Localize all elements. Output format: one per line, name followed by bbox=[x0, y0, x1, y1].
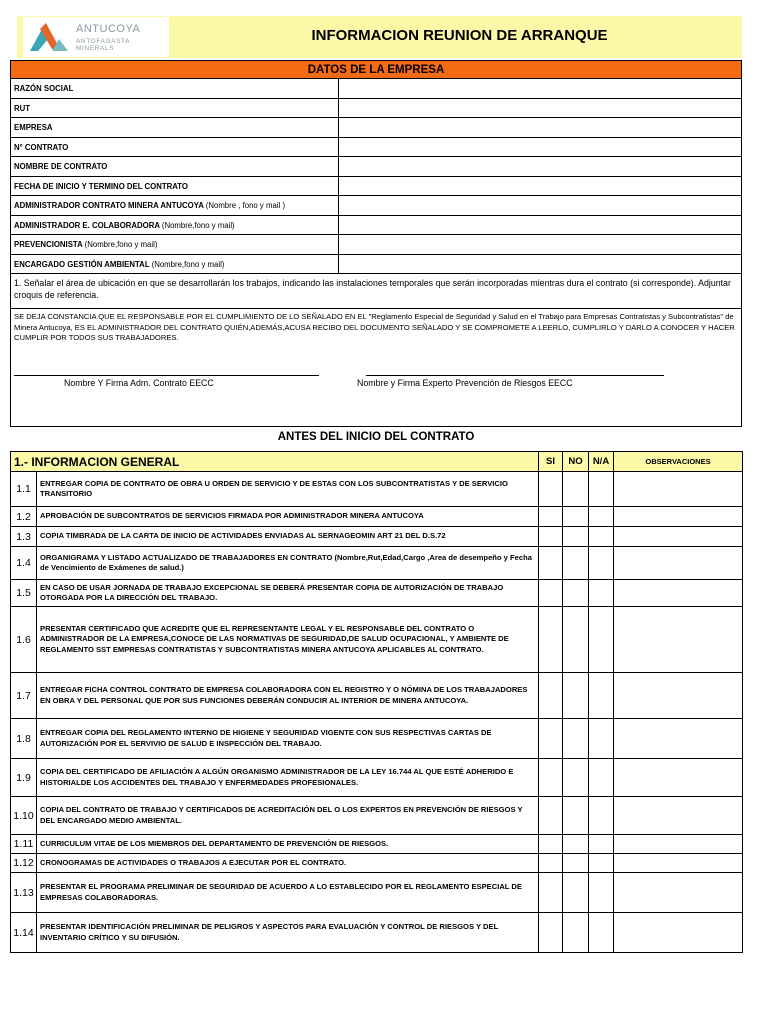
column-no: NO bbox=[563, 452, 589, 472]
table-row bbox=[11, 472, 743, 507]
field-label-text: ADMINISTRADOR CONTRATO MINERA ANTUCOYA bbox=[14, 201, 204, 210]
field-value-cell[interactable] bbox=[339, 196, 741, 215]
check-si-cell[interactable] bbox=[539, 527, 563, 547]
field-value-cell[interactable] bbox=[339, 79, 741, 98]
table-row bbox=[11, 759, 743, 797]
antucoya-logo-icon bbox=[26, 21, 72, 53]
item-number: 1.2 bbox=[11, 507, 37, 527]
check-no-cell[interactable] bbox=[563, 835, 589, 854]
table-row bbox=[11, 873, 743, 913]
item-text: PRESENTAR CERTIFICADO QUE ACREDITE QUE EL REPRESENTANTE LEGAL Y EL RESPONSABLE DEL CONTRATO O ADMINISTRADOR DE LA EMPRESA,CONOCE DE LAS NORMATIVAS DE SEGURIDAD,DE SALUD OCUPACIONAL, Y AMBIENTE DE REGLAMENTO SST EMPRESAS CONTRATISTAS Y SUBCONTRATISTAS MINERA ANTUCOYA APLICABLES AL CONTRATO. bbox=[37, 607, 539, 673]
table-header-row bbox=[11, 452, 743, 472]
check-na-cell[interactable] bbox=[589, 719, 614, 759]
check-si-cell[interactable] bbox=[539, 759, 563, 797]
field-label-text: EMPRESA bbox=[14, 123, 53, 132]
item-number: 1.12 bbox=[11, 854, 37, 873]
item-number: 1.14 bbox=[11, 913, 37, 953]
item-text: APROBACIÓN DE SUBCONTRATOS DE SERVICIOS FIRMADA POR ADMINISTRADOR MINERA ANTUCOYA bbox=[37, 507, 539, 527]
field-value-cell[interactable] bbox=[339, 235, 741, 254]
check-na-cell[interactable] bbox=[589, 673, 614, 719]
item-text: EN CASO DE USAR JORNADA DE TRABAJO EXCEPCIONAL SE DEBERÁ PRESENTAR COPIA DE AUTORIZACIÓN DE TRABAJO OTORGADA POR LA DIRECCIÓN DEL TRABAJO. bbox=[37, 580, 539, 607]
check-na-cell[interactable] bbox=[589, 547, 614, 580]
check-na-cell[interactable] bbox=[589, 472, 614, 507]
field-value-cell[interactable] bbox=[339, 157, 741, 176]
check-na-cell[interactable] bbox=[589, 507, 614, 527]
item-number: 1.6 bbox=[11, 607, 37, 673]
item-number: 1.13 bbox=[11, 873, 37, 913]
item-number: 1.8 bbox=[11, 719, 37, 759]
company-data-band: DATOS DE LA EMPRESA bbox=[11, 61, 741, 79]
table-row bbox=[11, 719, 743, 759]
item-text: COPIA TIMBRADA DE LA CARTA DE INICIO DE ACTIVIDADES ENVIADAS AL SERNAGEOMIN ART 21 DEL D.S.72 bbox=[37, 527, 539, 547]
check-no-cell[interactable] bbox=[563, 913, 589, 953]
company-data-section bbox=[10, 60, 742, 427]
table-row bbox=[11, 835, 743, 854]
field-label bbox=[11, 157, 339, 176]
field-label bbox=[11, 196, 339, 215]
item-text: CURRICULUM VITAE DE LOS MIEMBROS DEL DEPARTAMENTO DE PREVENCIÓN DE RIESGOS. bbox=[37, 835, 539, 854]
field-row bbox=[11, 157, 741, 177]
logo-brand-text: ANTUCOYA bbox=[76, 23, 141, 35]
field-row bbox=[11, 177, 741, 197]
column-observaciones: OBSERVACIONES bbox=[614, 452, 743, 472]
field-value-cell[interactable] bbox=[339, 216, 741, 235]
check-na-cell[interactable] bbox=[589, 607, 614, 673]
field-label bbox=[11, 79, 339, 98]
group-title: 1.- INFORMACION GENERAL bbox=[11, 452, 539, 472]
item-number: 1.5 bbox=[11, 580, 37, 607]
table-row bbox=[11, 580, 743, 607]
check-si-cell[interactable] bbox=[539, 797, 563, 835]
item-text: CRONOGRAMAS DE ACTIVIDADES O TRABAJOS A EJECUTAR POR EL CONTRATO. bbox=[37, 854, 539, 873]
field-value-cell[interactable] bbox=[339, 99, 741, 118]
item-text: PRESENTAR IDENTIFICACIÓN PRELIMINAR DE PELIGROS Y ASPECTOS PARA EVALUACIÓN Y CONTROL DE RIESGOS Y DEL INVENTARIO CRÍTICO Y SU DIFUSIÓN. bbox=[37, 913, 539, 953]
page-title: INFORMACION REUNION DE ARRANQUE bbox=[311, 27, 608, 44]
field-row bbox=[11, 255, 741, 275]
observations-cell[interactable] bbox=[614, 580, 743, 607]
field-label bbox=[11, 118, 339, 137]
observations-cell[interactable] bbox=[614, 547, 743, 580]
table-row bbox=[11, 527, 743, 547]
observations-cell[interactable] bbox=[614, 759, 743, 797]
item-text: ENTREGAR COPIA DEL REGLAMENTO INTERNO DE HIGIENE Y SEGURIDAD VIGENTE CON SUS RESPECTIVAS CARTAS DE AUTORIZACIÓN POR EL SERVIVIO DE SALUD E INSPECCIÓN DEL TRABAJO. bbox=[37, 719, 539, 759]
signature-caption-right: Nombre y Firma Experto Prevención de Riesgos EECC bbox=[357, 377, 573, 388]
field-label-detail: (Nombre,fono y mail) bbox=[84, 240, 158, 249]
field-row bbox=[11, 216, 741, 236]
item-number: 1.11 bbox=[11, 835, 37, 854]
item-number: 1.3 bbox=[11, 527, 37, 547]
column-si: SI bbox=[539, 452, 563, 472]
field-row bbox=[11, 138, 741, 158]
table-row bbox=[11, 607, 743, 673]
check-si-cell[interactable] bbox=[539, 507, 563, 527]
field-label-text: NOMBRE DE CONTRATO bbox=[14, 162, 108, 171]
check-na-cell[interactable] bbox=[589, 580, 614, 607]
table-row bbox=[11, 854, 743, 873]
field-label bbox=[11, 99, 339, 118]
check-si-cell[interactable] bbox=[539, 835, 563, 854]
check-no-cell[interactable] bbox=[563, 527, 589, 547]
company-logo bbox=[23, 17, 169, 57]
item-text: COPIA DEL CERTIFICADO DE AFILIACIÓN A ALGÚN ORGANISMO ADMINISTRADOR DE LA LEY 16.744 AL QUE ESTÉ ADHERIDO E HISTORIALDE LOS ACCIDENTES DEL TRABAJO Y ENFERMEDADES PROFESIONALES. bbox=[37, 759, 539, 797]
field-row bbox=[11, 118, 741, 138]
checklist-table bbox=[10, 451, 743, 953]
observations-cell[interactable] bbox=[614, 507, 743, 527]
table-row bbox=[11, 673, 743, 719]
field-row bbox=[11, 196, 741, 216]
declaration-text: SE DEJA CONSTANCIA QUE EL RESPONSABLE POR EL CUMPLIMIENTO DE LO SEÑALADO EN EL "Reglamento Especial de Seguridad y Salud en el Trabajo para Empresas Contratistas y Subcontratistas" de Minera Antucoya, ES EL ADMINISTRADOR DEL CONTRATO QUIÉN,ADEMÁS,ACUSA RECIBO DEL DOCUMENTO SEÑALADO Y SE COMPROMETE A LEERLO, CUMPLIRLO Y DARLO A CONOCER Y HACER CUMPLIR POR TODOS SUS TRABAJADORES. bbox=[14, 312, 735, 342]
field-label bbox=[11, 255, 339, 274]
item-text: ENTREGAR FICHA CONTROL CONTRATO DE EMPRESA COLABORADORA CON EL REGISTRO Y O NÓMINA DE LOS TRABAJADORES EN OBRA Y DEL PERSONAL QUE POR SUS FUNCIONES DEBERÁN CONDUCIR AL INTERIOR DE MINERA ANTUCOYA. bbox=[37, 673, 539, 719]
check-si-cell[interactable] bbox=[539, 913, 563, 953]
observations-cell[interactable] bbox=[614, 719, 743, 759]
item-number: 1.1 bbox=[11, 472, 37, 507]
check-na-cell[interactable] bbox=[589, 527, 614, 547]
item-text: ORGANIGRAMA Y LISTADO ACTUALIZADO DE TRABAJADORES EN CONTRATO (Nombre,Rut,Edad,Cargo ,Area de desempeño y Fecha de Vencimiento de Exámenes de salud.) bbox=[37, 547, 539, 580]
observations-cell[interactable] bbox=[614, 472, 743, 507]
observations-cell[interactable] bbox=[614, 607, 743, 673]
field-label-detail: (Nombre,fono y mail) bbox=[161, 220, 235, 230]
field-label bbox=[11, 138, 339, 157]
field-label-text: RUT bbox=[14, 103, 31, 113]
item-number: 1.9 bbox=[11, 759, 37, 797]
observations-cell[interactable] bbox=[614, 873, 743, 913]
check-si-cell[interactable] bbox=[539, 580, 563, 607]
column-na: N/A bbox=[589, 452, 614, 472]
check-na-cell[interactable] bbox=[589, 913, 614, 953]
table-row bbox=[11, 797, 743, 835]
signature-area bbox=[11, 344, 741, 404]
check-no-cell[interactable] bbox=[563, 607, 589, 673]
table-row bbox=[11, 507, 743, 527]
observations-cell[interactable] bbox=[614, 854, 743, 873]
field-label-detail: (Nombre , fono y mail ) bbox=[205, 201, 286, 210]
check-no-cell[interactable] bbox=[563, 507, 589, 527]
observations-cell[interactable] bbox=[614, 913, 743, 953]
field-row bbox=[11, 79, 741, 99]
field-label-text: PREVENCIONISTA bbox=[14, 240, 83, 249]
item-number: 1.7 bbox=[11, 673, 37, 719]
field-value-cell[interactable] bbox=[339, 177, 741, 196]
check-no-cell[interactable] bbox=[563, 873, 589, 913]
field-value-cell[interactable] bbox=[339, 138, 741, 157]
check-no-cell[interactable] bbox=[563, 759, 589, 797]
logo-sub-text: ANTOFAGASTA MINERALS bbox=[76, 38, 130, 52]
table-row bbox=[11, 547, 743, 580]
table-row bbox=[11, 913, 743, 953]
field-label bbox=[11, 177, 339, 196]
field-label bbox=[11, 235, 339, 254]
check-si-cell[interactable] bbox=[539, 547, 563, 580]
field-row bbox=[11, 235, 741, 255]
check-no-cell[interactable] bbox=[563, 673, 589, 719]
field-row bbox=[11, 99, 741, 119]
location-note: 1. Señalar el área de ubicación en que se desarrollarán los trabajos, indicando las instalaciones temporales que serán incorporadas mientras dura el contrato (si corresponde). Adjuntar croquis de referencia. bbox=[11, 274, 741, 309]
check-no-cell[interactable] bbox=[563, 580, 589, 607]
document-header bbox=[17, 16, 742, 58]
check-no-cell[interactable] bbox=[563, 547, 589, 580]
check-na-cell[interactable] bbox=[589, 797, 614, 835]
check-no-cell[interactable] bbox=[563, 854, 589, 873]
check-na-cell[interactable] bbox=[589, 759, 614, 797]
item-number: 1.10 bbox=[11, 797, 37, 835]
observations-cell[interactable] bbox=[614, 673, 743, 719]
field-label-text: N° CONTRATO bbox=[14, 142, 69, 152]
field-label-detail: (Nombre,fono y mail) bbox=[151, 259, 225, 269]
check-na-cell[interactable] bbox=[589, 854, 614, 873]
check-si-cell[interactable] bbox=[539, 873, 563, 913]
field-label-text: FECHA DE INICIO Y TERMINO DEL CONTRATO bbox=[14, 181, 188, 191]
check-si-cell[interactable] bbox=[539, 673, 563, 719]
signature-line-left[interactable] bbox=[14, 375, 319, 376]
field-value-cell[interactable] bbox=[339, 118, 741, 137]
check-no-cell[interactable] bbox=[563, 797, 589, 835]
field-value-cell[interactable] bbox=[339, 255, 741, 274]
check-no-cell[interactable] bbox=[563, 719, 589, 759]
field-label bbox=[11, 216, 339, 235]
field-label-text: ADMINISTRADOR E. COLABORADORA bbox=[14, 220, 160, 230]
item-text: ENTREGAR COPIA DE CONTRATO DE OBRA U ORDEN DE SERVICIO Y DE ESTAS CON LOS SUBCONTRATISTAS Y DE SERVICIO TRANSITORIO bbox=[37, 472, 539, 507]
check-si-cell[interactable] bbox=[539, 719, 563, 759]
field-label-text: RAZÓN SOCIAL bbox=[14, 84, 74, 93]
check-si-cell[interactable] bbox=[539, 854, 563, 873]
check-si-cell[interactable] bbox=[539, 472, 563, 507]
section-title: ANTES DEL INICIO DEL CONTRATO bbox=[277, 431, 475, 443]
signature-line-right[interactable] bbox=[366, 375, 664, 376]
check-na-cell[interactable] bbox=[589, 873, 614, 913]
item-text: PRESENTAR EL PROGRAMA PRELIMINAR DE SEGURIDAD DE ACUERDO A LO ESTABLECIDO POR EL REGLAMENTO ESPECIAL DE EMPRESAS COLABORADORAS. bbox=[37, 873, 539, 913]
observations-cell[interactable] bbox=[614, 527, 743, 547]
observations-cell[interactable] bbox=[614, 797, 743, 835]
field-label-text: ENCARGADO GESTIÓN AMBIENTAL bbox=[14, 259, 150, 269]
observations-cell[interactable] bbox=[614, 835, 743, 854]
item-text: COPIA DEL CONTRATO DE TRABAJO Y CERTIFICADOS DE ACREDITACIÓN DEL O LOS EXPERTOS EN PREVENCIÓN DE RIESGOS Y DEL ENCARGADO MEDIO AMBIENTAL. bbox=[37, 797, 539, 835]
item-number: 1.4 bbox=[11, 547, 37, 580]
signature-caption-left: Nombre Y Firma Adm. Contrato EECC bbox=[64, 377, 214, 388]
check-na-cell[interactable] bbox=[589, 835, 614, 854]
check-si-cell[interactable] bbox=[539, 607, 563, 673]
check-no-cell[interactable] bbox=[563, 472, 589, 507]
